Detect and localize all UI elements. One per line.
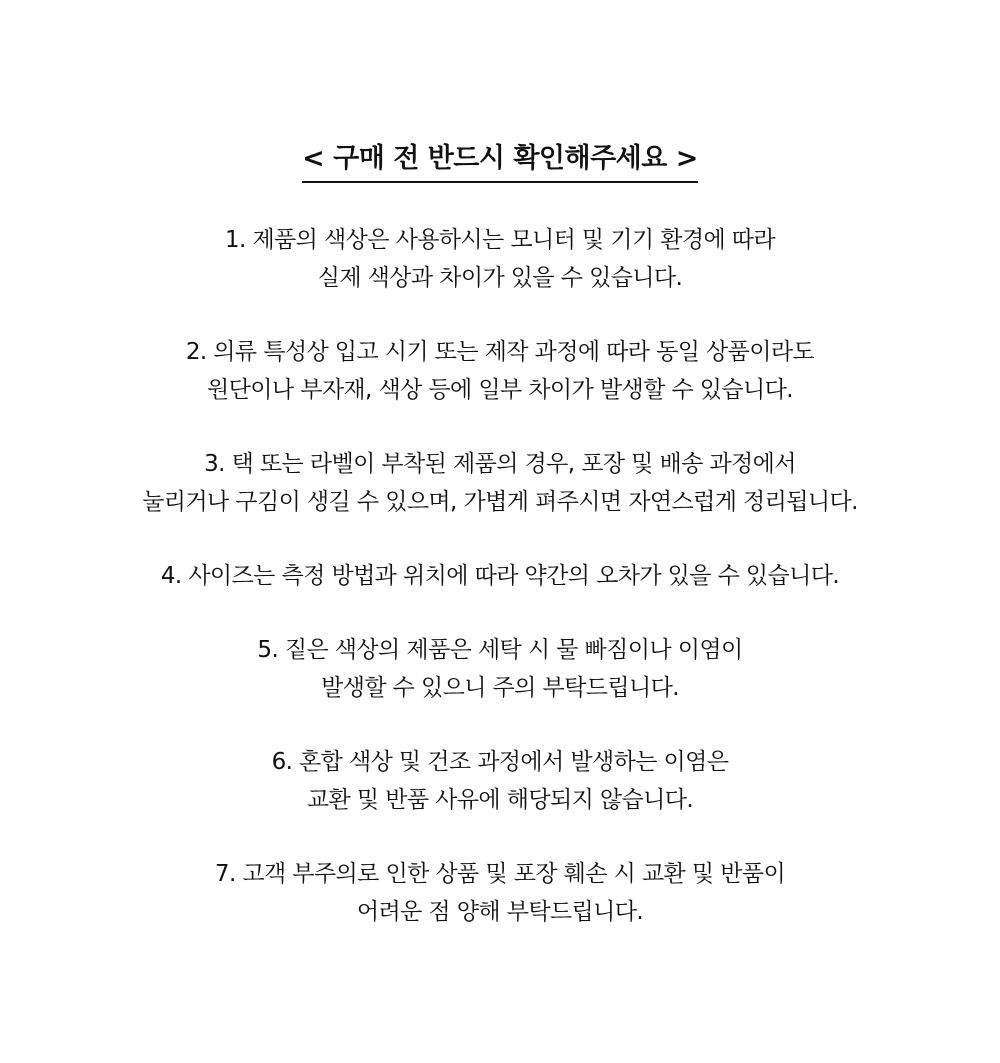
notice-list [0,221,1000,967]
notice-line: 4. 사이즈는 측정 방법과 위치에 따라 약간의 오차가 있을 수 있습니다. [160,563,840,589]
notice-line: 3. 택 또는 라벨이 부착된 제품의 경우, 포장 및 배송 과정에서 [204,451,796,477]
notice-line: 6. 혼합 색상 및 건조 과정에서 발생하는 이염은 [271,749,729,775]
notice-item-6 [0,743,1000,819]
notice-item-3 [0,445,1000,521]
notice-line: 1. 제품의 색상은 사용하시는 모니터 및 기기 환경에 따라 [224,227,776,253]
notice-item-7 [0,855,1000,931]
notice-line: 7. 고객 부주의로 인한 상품 및 포장 훼손 시 교환 및 반품이 [214,861,786,887]
notice-item-1 [0,221,1000,297]
notice-line: 발생할 수 있으니 주의 부탁드립니다. [321,675,679,701]
notice-item-2 [0,333,1000,409]
notice-item-5 [0,631,1000,707]
notice-line: 실제 색상과 차이가 있을 수 있습니다. [317,265,683,291]
notice-line: 교환 및 반품 사유에 해당되지 않습니다. [306,787,694,813]
notice-item-4 [0,557,1000,595]
notice-line: 원단이나 부자재, 색상 등에 일부 차이가 발생할 수 있습니다. [207,377,793,403]
notice-line: 2. 의류 특성상 입고 시기 또는 제작 과정에 따라 동일 상품이라도 [185,339,815,365]
notice-line: 눌리거나 구김이 생길 수 있으며, 가볍게 펴주시면 자연스럽게 정리됩니다. [142,489,858,515]
notice-title-text: < 구매 전 반드시 확인해주세요 > [302,141,698,183]
notice-line: 어려운 점 양해 부탁드립니다. [356,899,644,925]
notice-title [0,141,1000,183]
notice-line: 5. 짙은 색상의 제품은 세탁 시 물 빠짐이나 이염이 [257,637,743,663]
